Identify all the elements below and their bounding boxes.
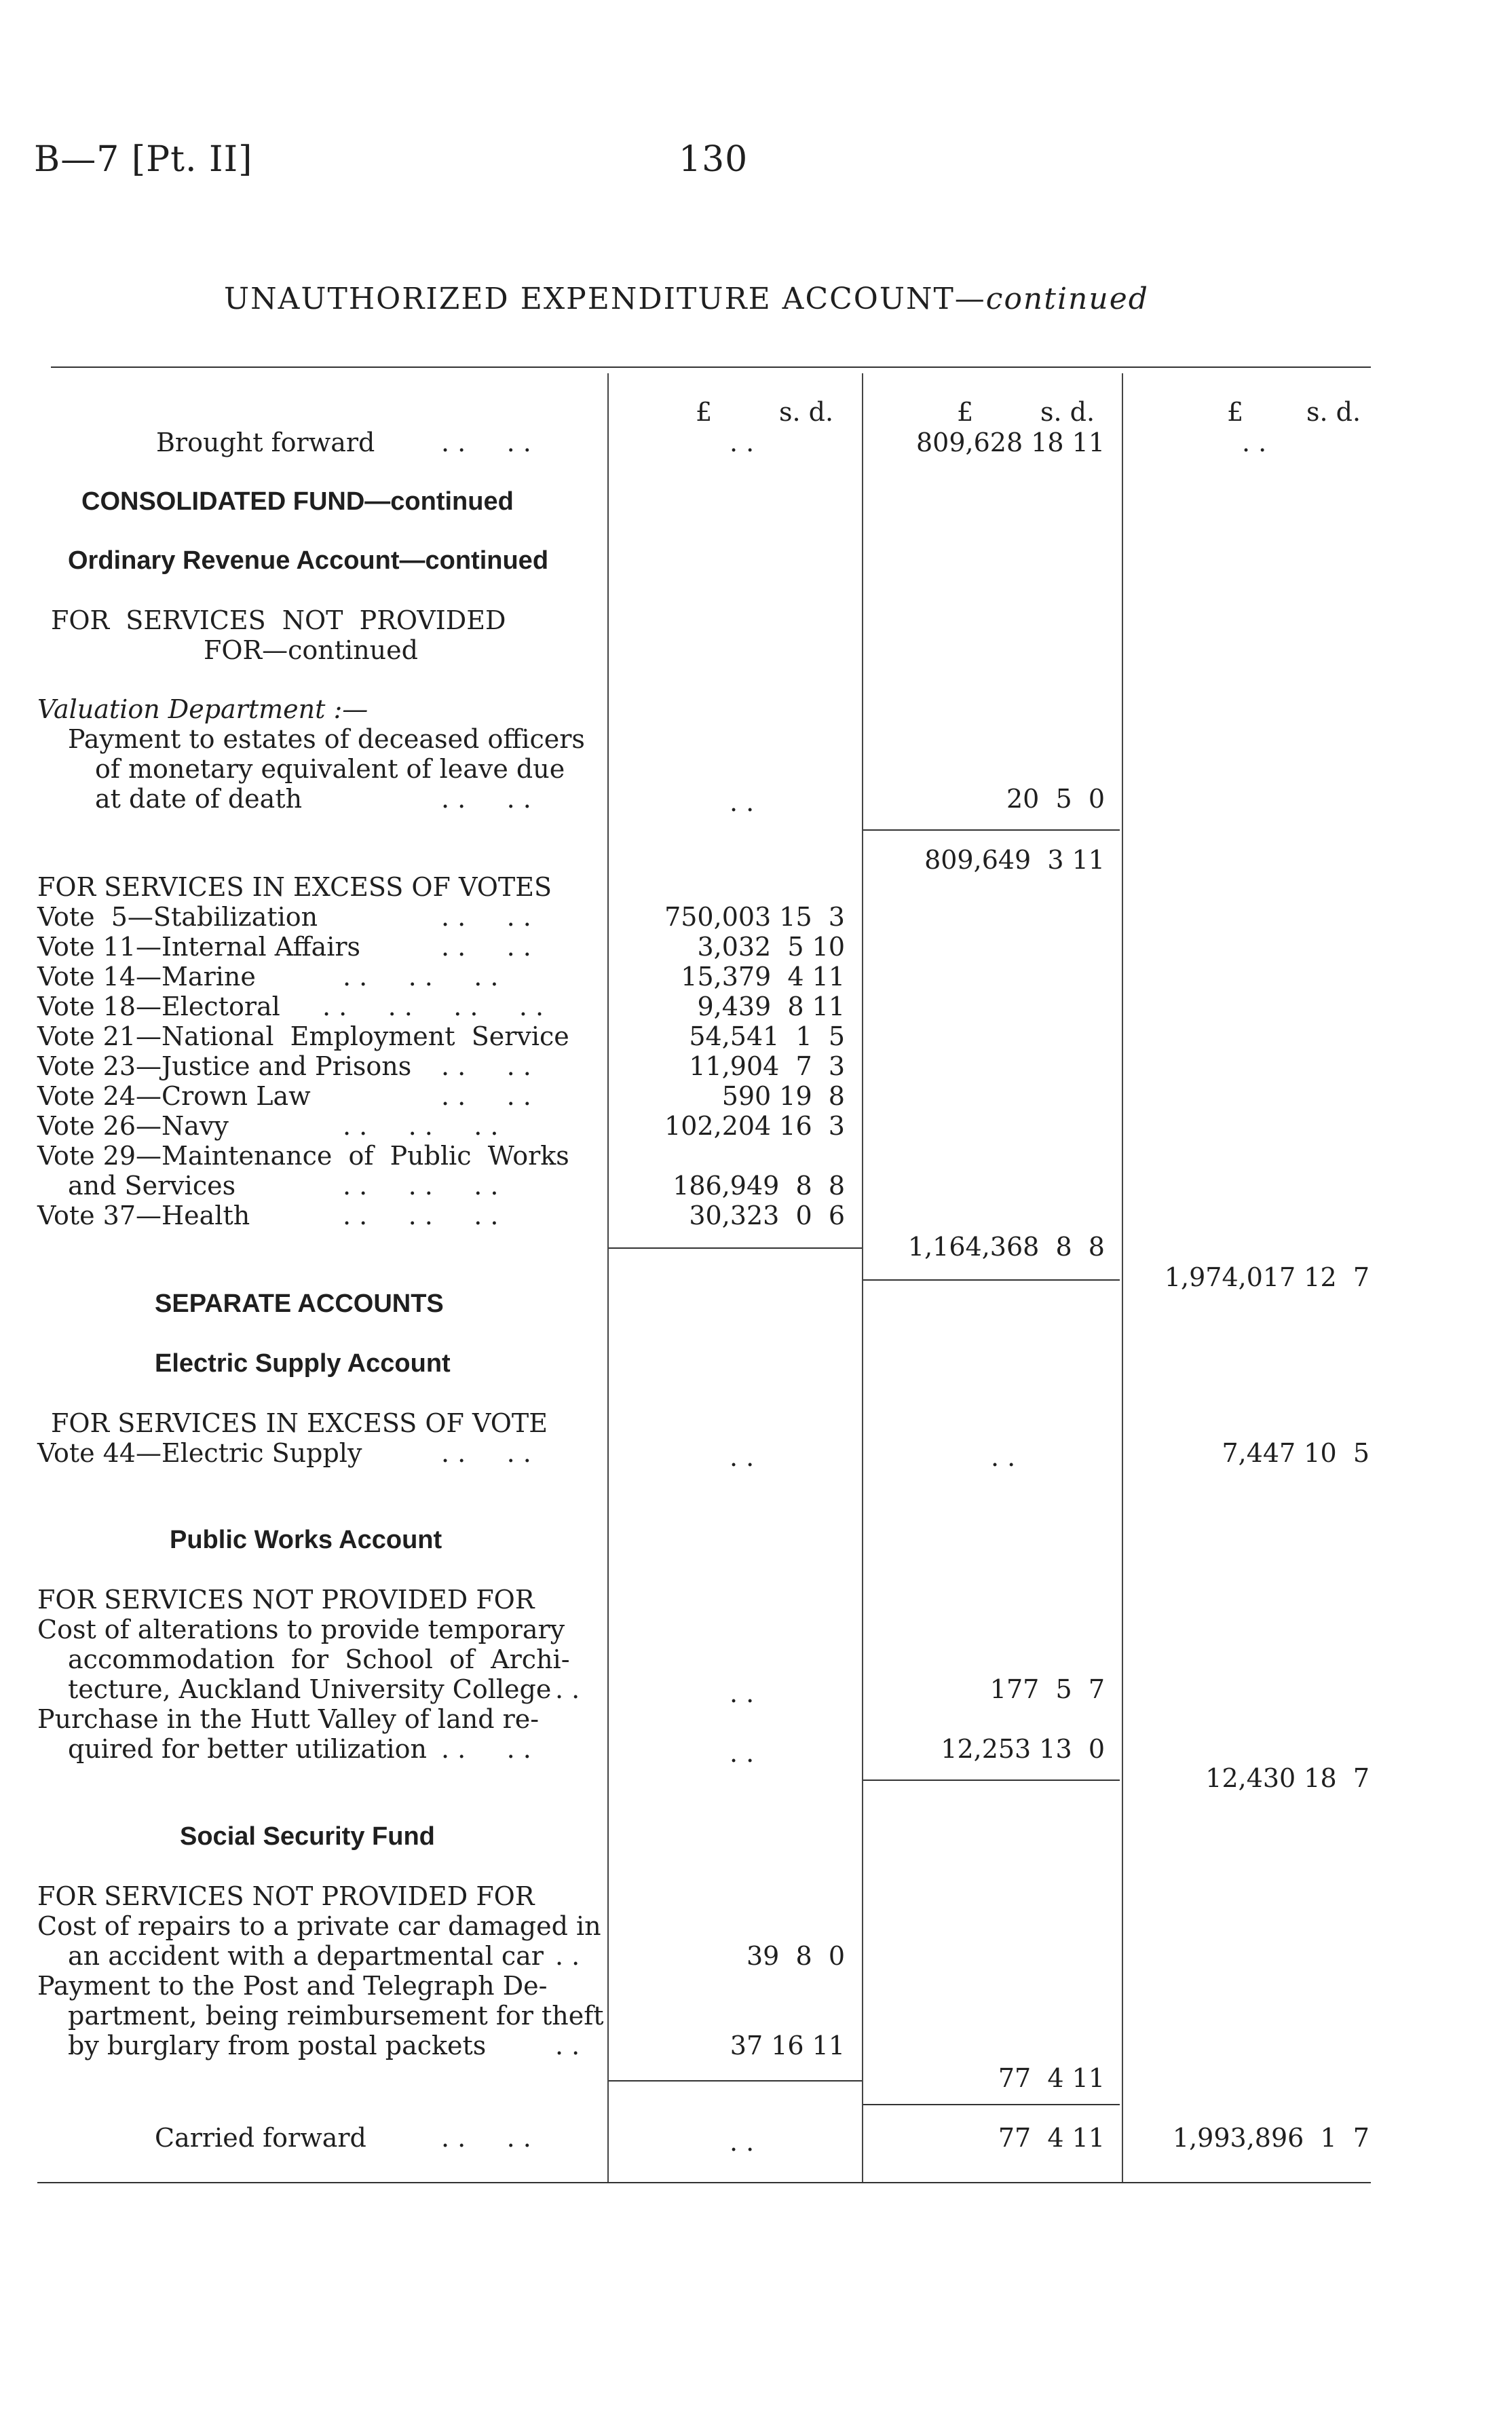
excess-c2-total: 1,164,368 8 8 xyxy=(907,1232,1105,1262)
public-works-heading: Public Works Account xyxy=(170,1526,442,1554)
col2-pound-header: £ xyxy=(957,397,974,427)
subtotal-rule-1 xyxy=(863,829,1120,831)
not-provided-line2: FOR—continued xyxy=(204,635,418,665)
carried-forward-c3: 1,993,896 1 7 xyxy=(1172,2123,1369,2153)
brought-forward-c2: 809,628 18 11 xyxy=(915,428,1105,457)
consolidated-heading: CONSOLIDATED FUND—continued xyxy=(81,487,514,516)
vote-29-amount: 186,949 8 8 xyxy=(673,1171,845,1201)
public-works-item1-c2: 177 5 7 xyxy=(989,1674,1105,1704)
valuation-item-line2: of monetary equivalent of leave due xyxy=(95,754,565,784)
vote-14-amount: 15,379 4 11 xyxy=(681,962,845,992)
excess-c3-total: 1,974,017 12 7 xyxy=(1164,1262,1369,1292)
electric-supply-heading: Electric Supply Account xyxy=(155,1349,451,1378)
subtotal-rule-3 xyxy=(863,1279,1120,1281)
brought-forward-c3: . . xyxy=(1242,428,1267,457)
vote-11-amount: 3,032 5 10 xyxy=(697,932,845,962)
public-works-item2-c1: . . xyxy=(730,1738,755,1768)
social-item2-c1: 37 16 11 xyxy=(730,2031,845,2060)
column-rule-1 xyxy=(607,373,609,2182)
vote-11-label: Vote 11—Internal Affairs xyxy=(37,932,361,962)
public-works-item2-dots: . . . . xyxy=(441,1734,531,1764)
electric-c2: . . xyxy=(991,1442,1016,1472)
section-code: B—7 [Pt. II] xyxy=(34,139,253,180)
col3-pound-header: £ xyxy=(1227,397,1244,427)
vote-24-amount: 590 19 8 xyxy=(721,1081,845,1111)
carried-forward-c1: . . xyxy=(730,2127,755,2157)
subtotal-rule-6 xyxy=(863,2104,1120,2105)
public-works-item1-line1: Cost of alterations to provide temporary xyxy=(37,1615,565,1644)
public-works-item1-line2: accommodation for School of Archi- xyxy=(68,1644,570,1674)
subtotal-rule-4 xyxy=(863,1780,1120,1781)
vote-26-label: Vote 26—Navy xyxy=(37,1111,229,1141)
public-works-line1: FOR SERVICES NOT PROVIDED FOR xyxy=(37,1585,535,1615)
vote-37-label: Vote 37—Health xyxy=(37,1201,250,1230)
vote-18-label: Vote 18—Electoral xyxy=(37,992,280,1021)
electric-dots: . . . . xyxy=(441,1438,531,1468)
vote-23-label: Vote 23—Justice and Prisons xyxy=(37,1051,412,1081)
vote-5-label: Vote 5—Stabilization xyxy=(37,902,318,932)
not-provided-line1: FOR SERVICES NOT PROVIDED xyxy=(51,605,506,635)
not-provided-subtotal: 809,649 3 11 xyxy=(924,845,1105,875)
public-works-c3: 12,430 18 7 xyxy=(1205,1763,1369,1793)
brought-forward-c1: . . xyxy=(730,428,755,457)
title-main: UNAUTHORIZED EXPENDITURE ACCOUNT— xyxy=(224,282,986,316)
vote-23-dots: . . . . xyxy=(441,1051,531,1081)
title-continued: continued xyxy=(985,282,1149,316)
electric-line2: Vote 44—Electric Supply xyxy=(37,1438,362,1468)
page-number: 130 xyxy=(679,139,749,180)
vote-37-amount: 30,323 0 6 xyxy=(689,1201,845,1230)
vote-5-dots: . . . . xyxy=(441,902,531,932)
social-item2-dots: . . xyxy=(555,2031,580,2060)
social-security-heading: Social Security Fund xyxy=(180,1822,435,1851)
electric-c1: . . xyxy=(730,1442,755,1472)
social-item2-line3: by burglary from postal packets xyxy=(68,2031,487,2060)
vote-24-dots: . . . . xyxy=(441,1081,531,1111)
social-item2-line2: partment, being reimbursement for theft xyxy=(68,2001,604,2031)
vote-18-amount: 9,439 8 11 xyxy=(697,992,845,1021)
vote-37-dots: . . . . . . xyxy=(343,1201,499,1230)
subtotal-rule-5 xyxy=(609,2080,862,2082)
valuation-item-line1: Payment to estates of deceased officers xyxy=(68,724,585,754)
public-works-item2-line1: Purchase in the Hutt Valley of land re- xyxy=(37,1704,540,1734)
table-top-rule xyxy=(51,366,1371,368)
carried-forward-dots: . . . . xyxy=(441,2123,531,2153)
electric-c3: 7,447 10 5 xyxy=(1222,1438,1369,1468)
column-rule-3 xyxy=(1122,373,1123,2182)
social-c2: 77 4 11 xyxy=(998,2063,1105,2093)
vote-21-label: Vote 21—National Employment Service xyxy=(37,1021,569,1051)
carried-forward-c2: 77 4 11 xyxy=(998,2123,1105,2153)
vote-18-dots: . . . . . . . . xyxy=(322,992,544,1021)
separate-accounts-heading: SEPARATE ACCOUNTS xyxy=(155,1289,444,1318)
vote-21-amount: 54,541 1 5 xyxy=(689,1021,845,1051)
social-item2-line1: Payment to the Post and Telegraph De- xyxy=(37,1971,548,2001)
carried-forward-label: Carried forward xyxy=(155,2123,366,2153)
brought-forward-dots: . . . . xyxy=(441,428,531,457)
public-works-item2-c2: 12,253 13 0 xyxy=(941,1734,1105,1764)
valuation-department-heading: Valuation Department :— xyxy=(37,694,368,724)
vote-11-dots: . . . . xyxy=(441,932,531,962)
col1-sd-header: s. d. xyxy=(779,397,834,427)
vote-29-dots: . . . . . . xyxy=(343,1171,499,1201)
vote-24-label: Vote 24—Crown Law xyxy=(37,1081,311,1111)
column-rule-2 xyxy=(862,373,863,2182)
vote-29-label-cont: and Services xyxy=(68,1171,236,1201)
excess-votes-heading: FOR SERVICES IN EXCESS OF VOTES xyxy=(37,872,552,902)
vote-14-dots: . . . . . . xyxy=(343,962,499,992)
table-bottom-rule xyxy=(37,2182,1371,2183)
electric-line1: FOR SERVICES IN EXCESS OF VOTE xyxy=(51,1408,548,1438)
valuation-item-line3: at date of death xyxy=(95,784,303,814)
ordinary-revenue-heading: Ordinary Revenue Account—continued xyxy=(68,546,549,575)
col1-pound-header: £ xyxy=(696,397,713,427)
vote-26-amount: 102,204 16 3 xyxy=(664,1111,845,1141)
col3-sd-header: s. d. xyxy=(1306,397,1361,427)
subtotal-rule-2 xyxy=(609,1247,862,1249)
page-title xyxy=(224,282,1149,316)
valuation-item-dots: . . . . xyxy=(441,784,531,814)
vote-14-label: Vote 14—Marine xyxy=(37,962,256,992)
social-item1-line2: an accident with a departmental car xyxy=(68,1941,544,1971)
vote-23-amount: 11,904 7 3 xyxy=(689,1051,845,1081)
social-item1-dots: . . xyxy=(555,1941,580,1971)
public-works-item1-c1: . . xyxy=(730,1678,755,1708)
public-works-item1-line3: tecture, Auckland University College xyxy=(68,1674,552,1704)
vote-5-amount: 750,003 15 3 xyxy=(664,902,845,932)
social-line1: FOR SERVICES NOT PROVIDED FOR xyxy=(37,1881,535,1911)
public-works-item1-dots: . . xyxy=(555,1674,580,1704)
brought-forward-label: Brought forward xyxy=(156,428,375,457)
valuation-item-c2: 20 5 0 xyxy=(1006,784,1105,814)
vote-29-label: Vote 29—Maintenance of Public Works xyxy=(37,1141,569,1171)
valuation-item-c1: . . xyxy=(730,787,755,817)
public-works-item2-line2: quired for better utilization xyxy=(68,1734,427,1764)
social-item1-c1: 39 8 0 xyxy=(746,1941,845,1971)
vote-26-dots: . . . . . . xyxy=(343,1111,499,1141)
col2-sd-header: s. d. xyxy=(1040,397,1095,427)
social-item1-line1: Cost of repairs to a private car damaged in xyxy=(37,1911,601,1941)
